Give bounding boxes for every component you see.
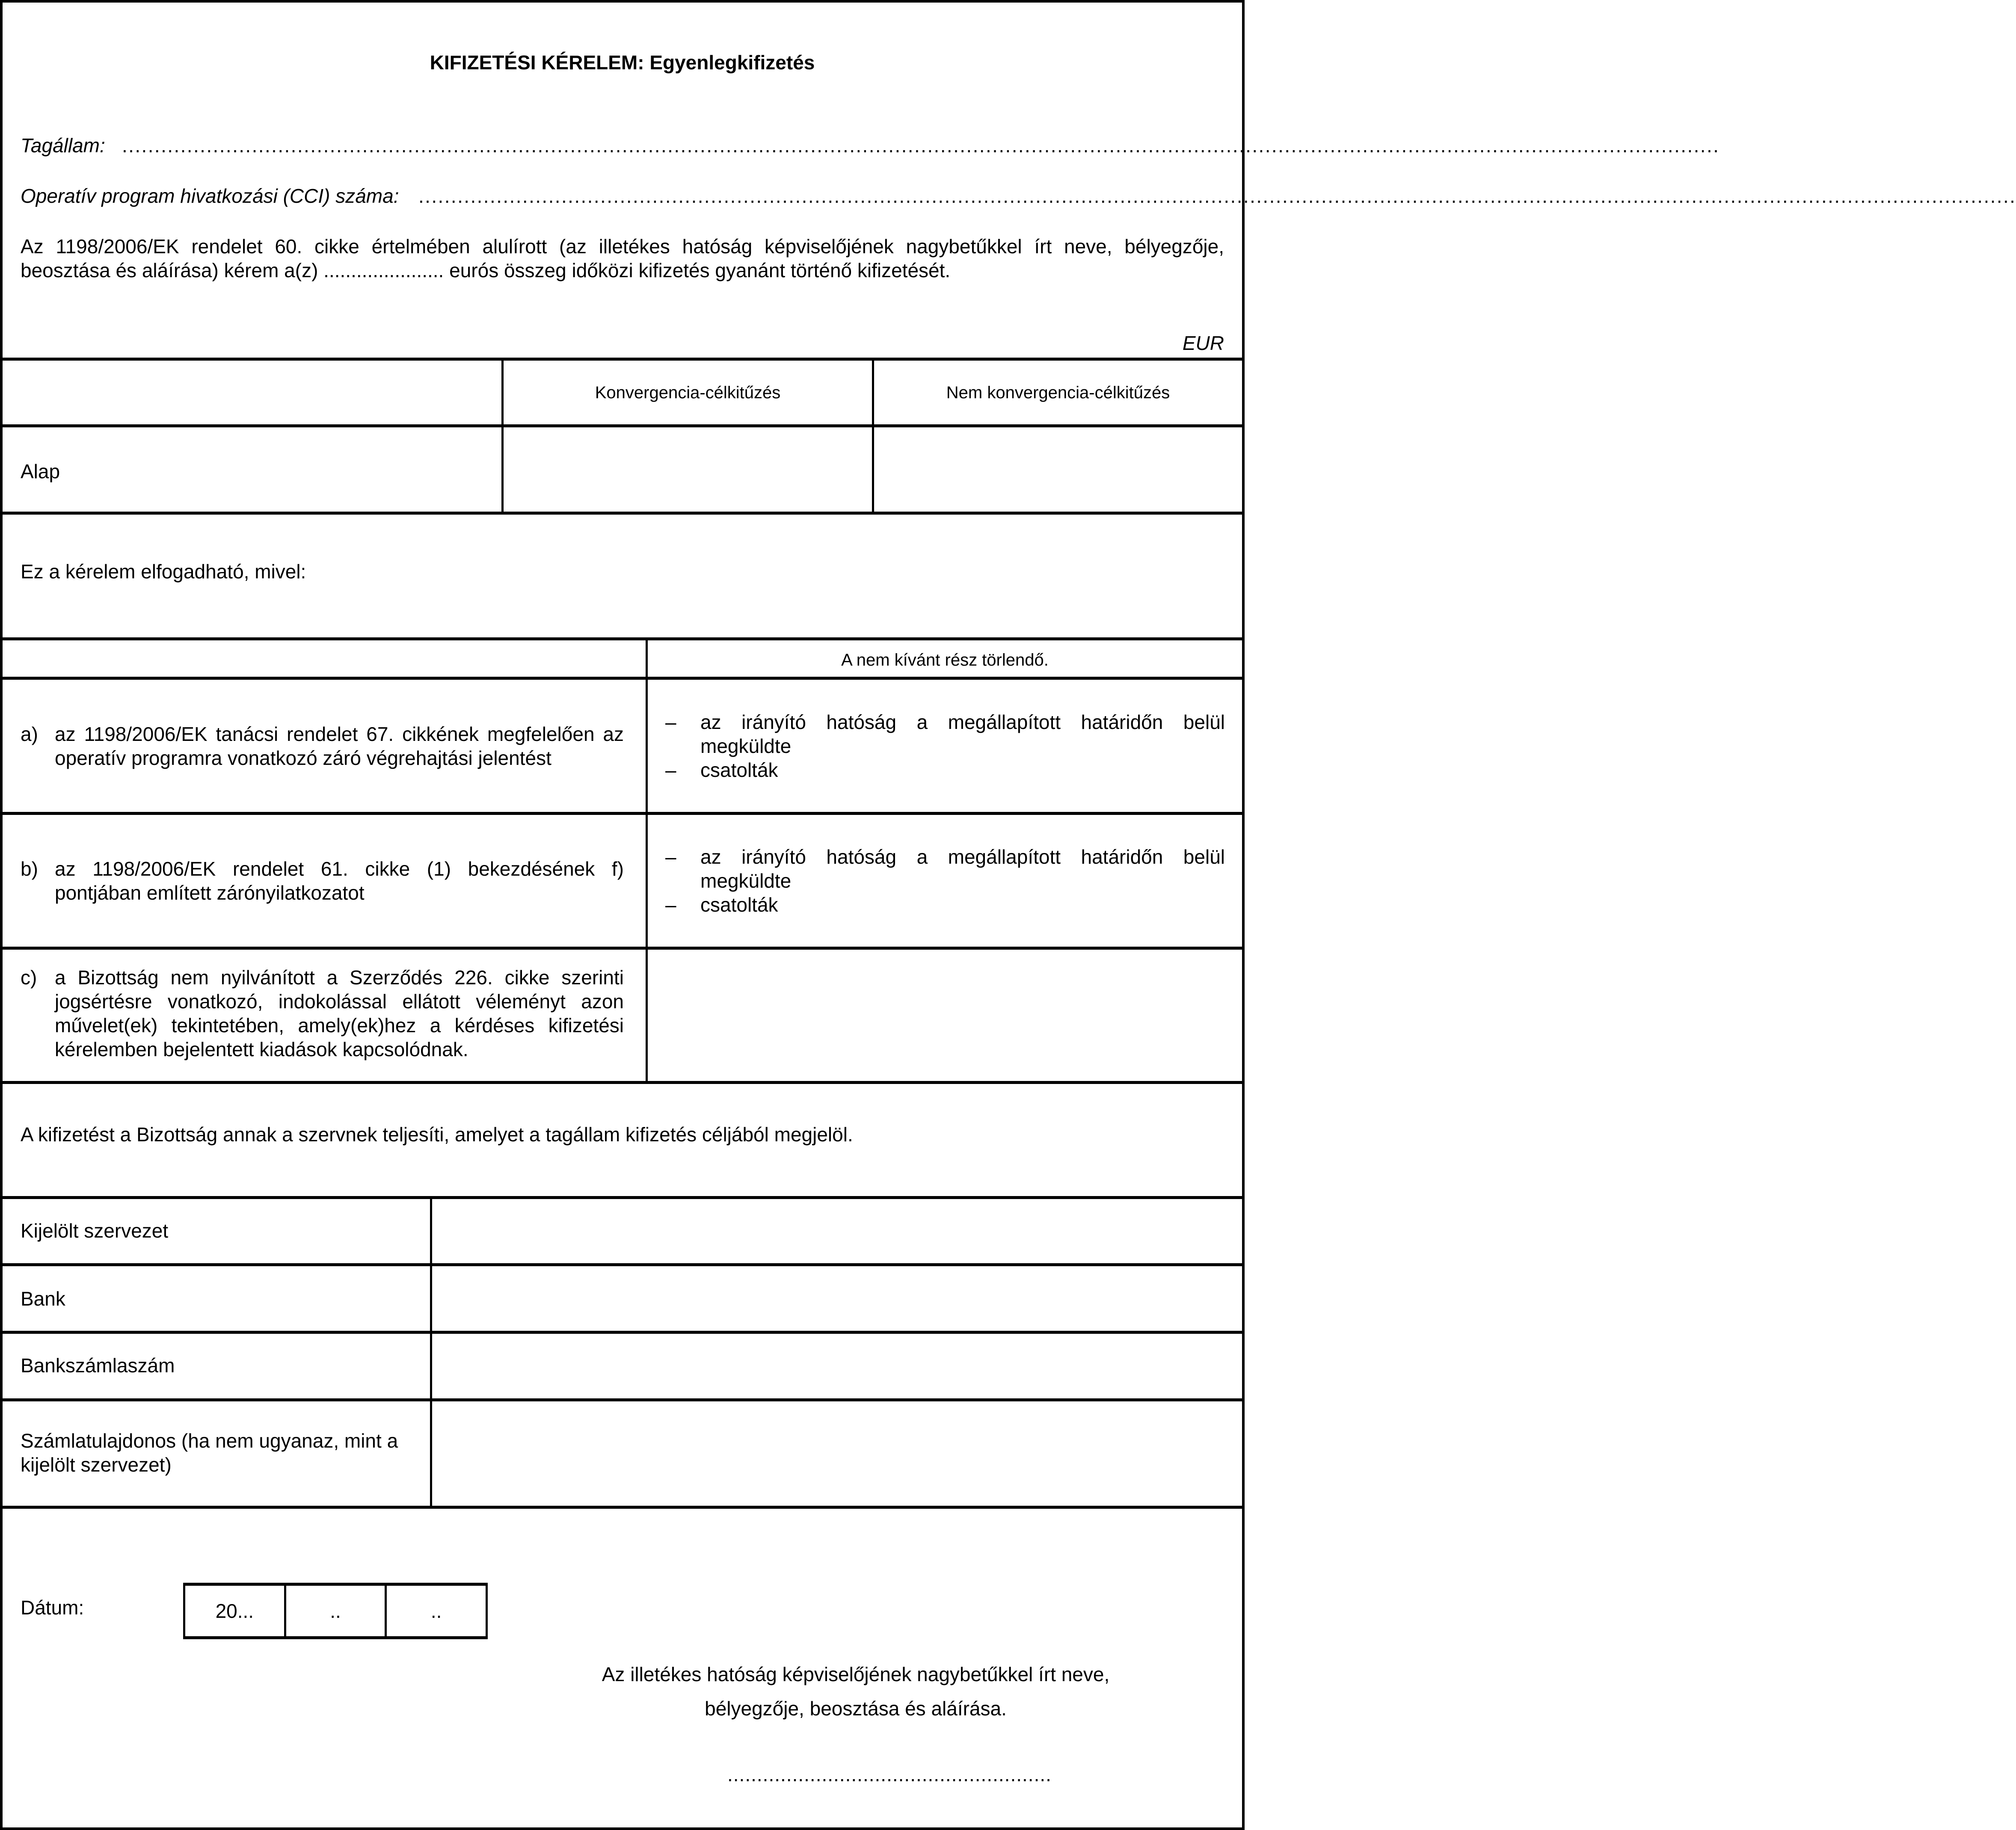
intro-line-1: Az 1198/2006/EK rendelet 60. cikke értelmében alulírott (az illetékes hatóság képviselőjének nagybetűkkel írt neve, bélyegzője,	[21, 235, 1224, 258]
divider	[0, 637, 1245, 640]
condition-a-marker: a)	[21, 723, 38, 745]
account-number-input[interactable]	[432, 1334, 1242, 1398]
condition-c-line-4: kérelemben bejelentett kiadások kapcsolódnak.	[55, 1038, 468, 1060]
payment-note: A kifizetést a Bizottság annak a szervnek teljesíti, amelyet a tagállam kifizetés céljából megjelöl.	[21, 1123, 853, 1146]
form-title: KIFIZETÉSI KÉRELEM: Egyenlegkifizetés	[430, 51, 815, 74]
fund-non-convergence-input[interactable]	[874, 427, 1242, 511]
condition-c-line-2: jogsértésre vonatkozó, indokolással ellátott véleményt azon	[55, 990, 624, 1013]
condition-a-option-sent[interactable]	[665, 710, 1225, 734]
label-account-holder: Számlatulajdonos (ha nem ugyanaz, mint a	[21, 1430, 398, 1452]
column-header-convergence: Konvergencia-célkitűzés	[595, 383, 781, 402]
label-designated-body: Kijelölt szervezet	[21, 1220, 169, 1242]
bank-input[interactable]	[432, 1266, 1242, 1331]
option-text: csatolták	[700, 759, 778, 781]
cci-field[interactable]: ......................................................................................................................................................................................................................................................	[418, 185, 2016, 207]
acceptance-intro: Ez a kérelem elfogadható, mivel:	[21, 560, 306, 583]
option-text-cont: megküldte	[700, 735, 792, 757]
dash-bullet: –	[665, 759, 676, 781]
condition-c-marker: c)	[21, 966, 37, 989]
signature-caption-line-2: bélyegzője, beosztása és aláírása.	[705, 1697, 1007, 1720]
column-header-non-convergence: Nem konvergencia-célkitűzés	[946, 383, 1170, 402]
intro-line-2	[21, 258, 950, 282]
condition-a-line-2: operatív programra vonatkozó záró végrehajtási jelentést	[55, 747, 551, 769]
date-year-input[interactable]: 20...	[215, 1600, 254, 1622]
divider	[0, 812, 1245, 815]
dash-bullet: –	[665, 846, 676, 868]
intro-line-2-before: beosztása és aláírása) kérem a(z)	[21, 259, 318, 281]
date-field	[183, 1583, 488, 1639]
option-text: csatolták	[700, 894, 778, 916]
member-state-label: Tagállam:	[21, 134, 105, 157]
divider	[0, 1398, 1245, 1401]
divider	[0, 1196, 1245, 1199]
divider	[0, 512, 1245, 515]
dash-bullet: –	[665, 894, 676, 916]
divider	[0, 1506, 1245, 1509]
intro-line-2-after: eurós összeg időközi kifizetés gyanánt történő kifizetését.	[449, 259, 951, 281]
divider	[0, 358, 1245, 361]
date-day-input[interactable]: ..	[385, 1586, 486, 1636]
condition-b-line-1: az 1198/2006/EK rendelet 61. cikke (1) bekezdésének f)	[55, 858, 624, 880]
cci-label: Operatív program hivatkozási (CCI) száma:	[21, 185, 399, 207]
divider	[0, 677, 1245, 680]
signature-caption-line-1: Az illetékes hatóság képviselőjének nagybetűkkel írt neve,	[602, 1663, 1110, 1685]
condition-b-marker: b)	[21, 858, 38, 880]
date-month-input[interactable]: ..	[284, 1586, 385, 1636]
fund-convergence-input[interactable]	[504, 427, 872, 511]
label-bank: Bank	[21, 1288, 65, 1310]
condition-a-option-attached[interactable]	[665, 758, 1225, 782]
designated-body-input[interactable]	[432, 1199, 1242, 1263]
amount-field[interactable]: ......................	[323, 259, 444, 281]
deletion-note: A nem kívánt rész törlendő.	[841, 651, 1049, 669]
divider	[0, 947, 1245, 950]
divider	[0, 1081, 1245, 1084]
signature-line[interactable]: .......................................................	[727, 1763, 1052, 1786]
currency-label: EUR	[1182, 332, 1224, 354]
condition-c-line-1: a Bizottság nem nyilvánított a Szerződés 226. cikke szerinti	[55, 966, 624, 989]
option-text-cont: megküldte	[700, 870, 792, 892]
option-text: az irányító hatóság a megállapított határidőn belül	[700, 711, 1225, 733]
option-text: az irányító hatóság a megállapított határidőn belül	[700, 846, 1225, 868]
condition-b-option-sent[interactable]	[665, 845, 1225, 869]
account-holder-input[interactable]	[432, 1401, 1242, 1506]
divider	[0, 424, 1245, 427]
row-label-fund: Alap	[21, 460, 60, 483]
column-divider	[646, 637, 648, 1082]
condition-c-line-3: művelet(ek) tekintetében, amely(ek)hez a kérdéses kifizetési	[55, 1014, 624, 1036]
divider	[0, 1331, 1245, 1334]
date-label: Dátum:	[21, 1596, 84, 1619]
member-state-field[interactable]: ......................................................................................................................................................................................................................................................	[122, 134, 1720, 157]
condition-a-line-1: az 1198/2006/EK tanácsi rendelet 67. cikkének megfelelően az	[55, 723, 624, 745]
divider	[0, 1263, 1245, 1266]
label-account-number: Bankszámlaszám	[21, 1354, 175, 1377]
dash-bullet: –	[665, 711, 676, 733]
condition-b-line-2: pontjában említett zárónyilatkozatot	[55, 882, 365, 904]
label-account-holder-cont: kijelölt szervezet)	[21, 1454, 172, 1476]
condition-b-option-attached[interactable]	[665, 893, 1225, 917]
